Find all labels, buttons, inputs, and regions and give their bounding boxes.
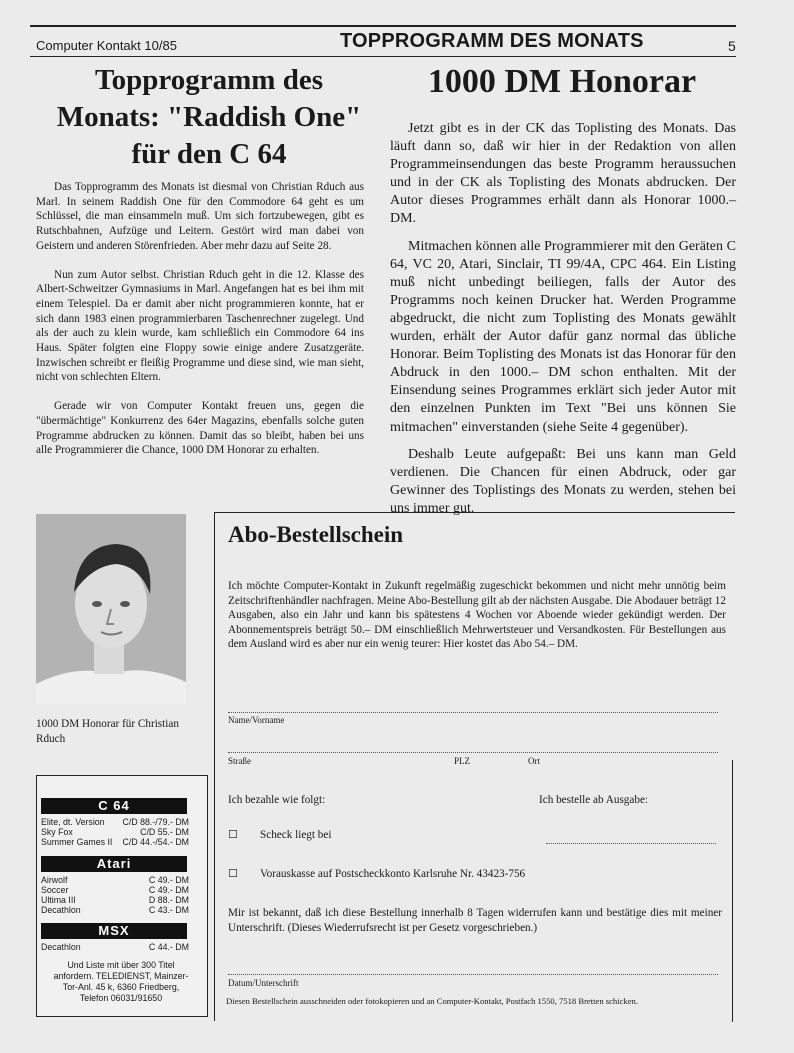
zip-label: PLZ	[454, 756, 471, 766]
author-photo	[36, 514, 186, 704]
ad-item-title: Sky Fox	[41, 827, 73, 837]
ad-item-title: Decathlon	[41, 942, 81, 952]
issue-label: Computer Kontakt 10/85	[36, 38, 177, 53]
name-field[interactable]	[228, 712, 718, 713]
right-article-body	[390, 120, 736, 527]
ad-item	[41, 905, 189, 916]
author-portrait-image	[36, 514, 186, 704]
left-title-line-3: für den C 64	[131, 138, 287, 170]
ad-item-price: C 43.- DM	[148, 905, 189, 915]
payment-label: Ich bezahle wie folgt:	[228, 794, 326, 806]
ad-footer	[41, 960, 201, 1004]
header-rule	[30, 56, 736, 57]
name-label: Name/Vorname	[228, 715, 285, 725]
ad-item	[41, 895, 189, 906]
ad-item-price: D 88.- DM	[148, 895, 189, 905]
ad-item-title: Soccer	[41, 885, 69, 895]
check-checkbox[interactable]: ☐	[228, 828, 238, 841]
signature-field[interactable]	[228, 974, 718, 975]
left-paragraph: Gerade wir von Computer Kontakt freuen uns, gegen die "übermächtige" Konkurrenz des 64er Magazins, ebenfalls solche guten Programme abdrucken zu können. Damit das so bleibt, haben bei uns alle Programmierer die Chance, 1000 DM Honorar zu erhalten.	[36, 400, 364, 457]
address-field[interactable]	[228, 752, 718, 753]
ad-section-c64: C 64	[41, 798, 187, 814]
ad-item-price: C 44.- DM	[148, 942, 189, 952]
ad-item-price: C/D 55.- DM	[140, 827, 189, 837]
section-title: TOPPROGRAMM DES MONATS	[340, 30, 644, 52]
prepay-checkbox[interactable]: ☐	[228, 867, 238, 880]
start-issue-label: Ich bestelle ab Ausgabe:	[539, 794, 649, 806]
order-form-footer: Diesen Bestellschein ausschneiden oder fotokopieren und an Computer-Kontakt, Postfach 1550, 7518 Bretten schicken.	[226, 996, 638, 1006]
ad-item-title: Elite, dt. Version	[41, 817, 105, 827]
right-paragraph: Mitmachen können alle Programmierer mit den Geräten C 64, VC 20, Atari, Sinclair, TI 99/4A, CPC 464. Ein Listing muß nicht unbedingt beiliegen, falls der Autor des Programms noch keinen Drucker hat. Werden Programme abgedruckt, die nicht zum Toplisting des Monats gewählt wurden, erhält der Autor dafür ganz normal das übliche Honorar. Beim Toplisting des Monats ist das Honorar für den Abdruck in den 1000.– DM schon enthalten. Mit der Einsendung seines Programmes erklärt sich jeder Autor mit den einzelnen Punkten im Text "Bei uns können Sie mitmachen" einverstanden (siehe Seite 4 gegenüber).	[390, 238, 736, 435]
teledienst-ad	[36, 775, 208, 1017]
ad-item	[41, 827, 189, 838]
header-top-rule	[30, 25, 736, 27]
left-article-body	[36, 180, 364, 472]
ad-item	[41, 837, 189, 848]
ad-item-price: C 49.- DM	[148, 885, 189, 895]
ad-section-msx: MSX	[41, 923, 187, 939]
order-form-right-edge	[732, 760, 733, 1022]
order-form-title: Abo-Bestellschein	[228, 522, 404, 547]
left-title-line-2: Monats: "Raddish One"	[56, 101, 362, 133]
ad-footer-line: anfordern. TELEDIENST, Mainzer-	[53, 971, 189, 981]
ad-item-title: Airwolf	[41, 875, 68, 885]
photo-caption: 1000 DM Honorar für Christian Rduch	[36, 718, 179, 745]
right-paragraph: Deshalb Leute aufgepaßt: Bei uns kann man Geld verdienen. Die Chancen für einen Abdruck, oder gar Gewinner des Toplistings des Monats zu werden, stehen bei uns immer gut.	[390, 446, 736, 516]
start-issue-field[interactable]	[546, 843, 716, 844]
check-option-label: Scheck liegt bei	[260, 829, 332, 841]
ad-item-title: Summer Games II	[41, 837, 113, 847]
left-article-title	[36, 62, 382, 173]
street-label: Straße	[228, 756, 251, 766]
ad-item	[41, 817, 189, 828]
ad-item	[41, 942, 189, 953]
left-paragraph: Das Topprogramm des Monats ist diesmal von Christian Rduch aus Marl. In seinem Raddish One für den Commodore 64 geht es um Schlüssel, die man einsammeln muß. Um sich fortzubewegen, gibt es Rutschbahnen, Aufzüge und Leitern. Gestört wird man dabei von Geistern und anderen Störenfrieden. Aber mehr dazu auf Seite 28.	[36, 181, 364, 252]
ad-footer-line: Telefon 06031/91650	[79, 993, 163, 1003]
right-article-title: 1000 DM Honorar	[427, 63, 697, 100]
left-title-line-1: Topprogramm des	[94, 64, 323, 96]
ad-footer-line: Tor-Anl. 45 k, 6360 Friedberg,	[62, 982, 180, 992]
left-paragraph: Nun zum Autor selbst. Christian Rduch geht in die 12. Klasse des Albert-Schweitzer Gymnasiums in Marl. Angefangen hat es bei ihm mit einem Telespiel. Da er damit aber nicht programmieren konnte, hat er sich dann 1983 einen programmierbaren Taschenrechner zugelegt. Und als der auch zu klein wurde, kam schließlich ein Commodore 64 ins Haus. Später folgten eine Floppy sowie einige andere Zusatzgeräte. Inzwischen schreibt er fleißig Programme und diese sind, wie man sieht, nicht von schlechten Eltern.	[36, 268, 364, 384]
ad-section-atari: Atari	[41, 856, 187, 872]
ad-item	[41, 875, 189, 886]
revocation-text: Mir ist bekannt, daß ich diese Bestellung innerhalb 8 Tagen widerrufen kann und bestätige dies mit meiner Unterschrift. (Dieses Wiederrufsrecht ist per Gesetz vorgeschrieben.)	[228, 907, 722, 934]
ad-item-title: Ultima III	[41, 895, 76, 905]
ad-footer-line: Und Liste mit über 300 Titel	[67, 960, 175, 970]
prepay-option-label: Vorauskasse auf Postscheckkonto Karlsruhe Nr. 43423-756	[260, 868, 526, 880]
city-label: Ort	[528, 756, 540, 766]
date-signature-label: Datum/Unterschrift	[228, 978, 299, 988]
ad-item-title: Decathlon	[41, 905, 81, 915]
ad-item-price: C/D 88.-/79.- DM	[122, 817, 189, 827]
ad-item-price: C 49.- DM	[148, 875, 189, 885]
ad-item-price: C/D 44.-/54.- DM	[122, 837, 189, 847]
page-number: 5	[728, 38, 736, 54]
order-form-text: Ich möchte Computer-Kontakt in Zukunft regelmäßig zugeschickt bekommen und nicht mehr unnötig beim Zeitschriftenhändler nachfragen. Meine Abo-Bestellung gilt ab der nächsten Ausgabe. Die Abodauer beträgt 12 Ausgaben, also ein Jahr und kann bis spätestens 4 Wochen vor Aboende wieder gekündigt werden. Der Abonnementspreis beträgt 50.– DM einschließlich Mehrwertsteuer und Versandkosten. Für Bestellungen aus dem Ausland wird es aber nur ein wenig teurer: Hier kostet das Abo 54.– DM.	[228, 580, 726, 651]
ad-item	[41, 885, 189, 896]
right-paragraph: Jetzt gibt es in der CK das Toplisting des Monats. Das läuft dann so, daß wir hier in der Redaktion von allen Programmeinsendungen das beste Programm heraussuchen und in der CK als Toplisting des Monats abdrucken. Der Autor dieses Programmes erhält dann als Honorar 1000.– DM.	[390, 121, 736, 227]
